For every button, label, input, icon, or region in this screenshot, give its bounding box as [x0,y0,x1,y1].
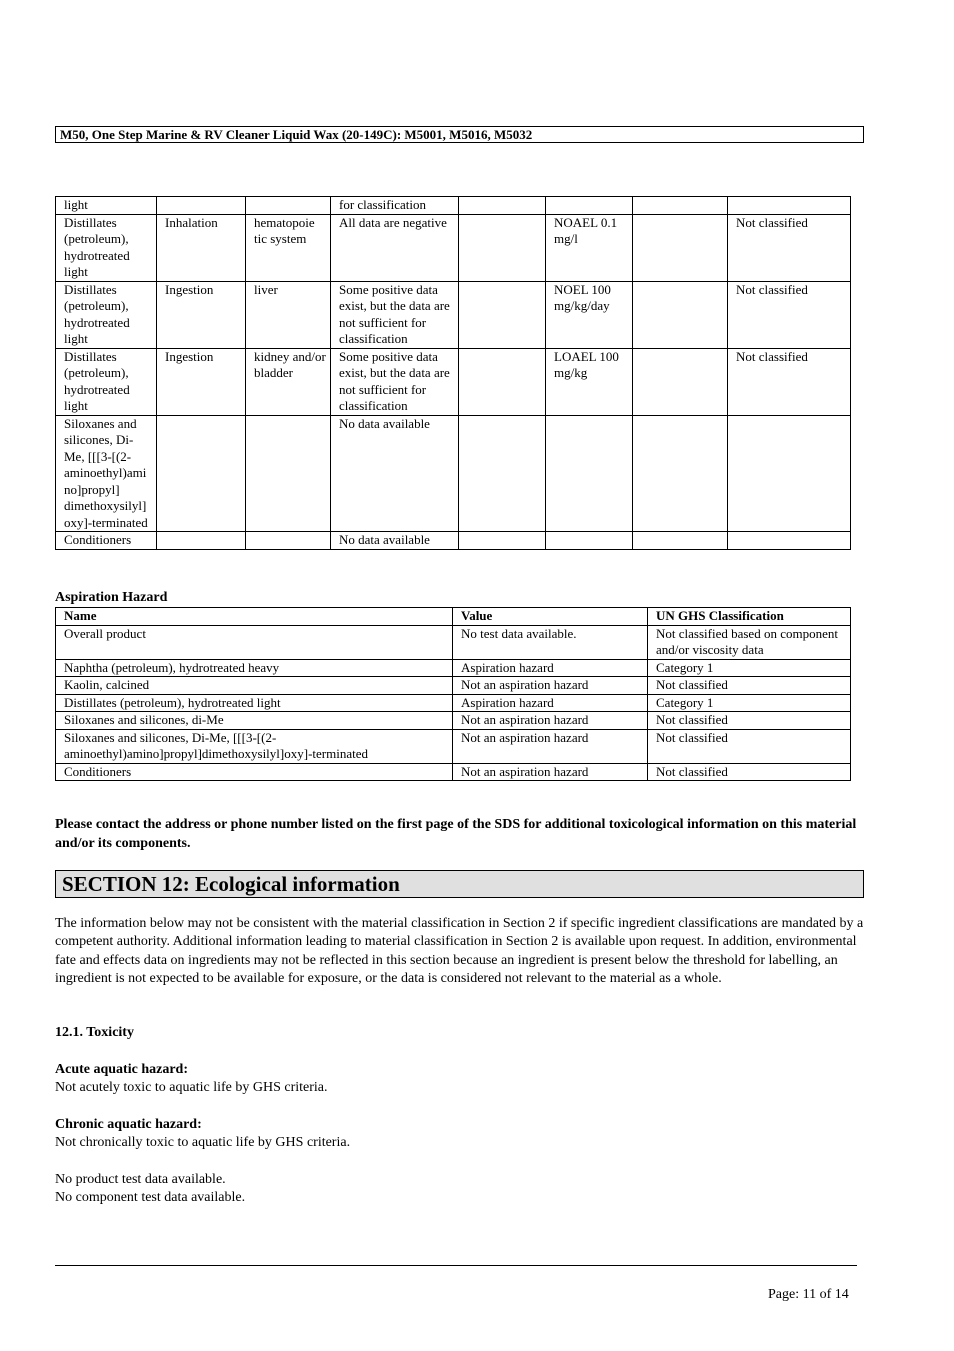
stot-repeated-exposure-table [55,196,851,550]
table-cell: No data available [331,415,459,532]
table-cell: No data available [331,532,459,550]
table-cell: Siloxanes and silicones, di-Me [56,712,453,730]
table-row [56,214,851,281]
table-cell: Distillates (petroleum), hydrotreated light [56,694,453,712]
table-cell [633,197,728,215]
acute-aquatic-heading: Acute aquatic hazard: [55,1062,188,1077]
table-cell [157,197,246,215]
no-component-data-text: No component test data available. [55,1190,246,1205]
table-cell: Not classified [648,712,851,730]
table-cell [633,214,728,281]
table-cell: Not classified [728,348,851,415]
table-cell [633,532,728,550]
table-cell: Not classified [648,763,851,781]
table-row [56,712,851,730]
table-row [56,415,851,532]
table-cell: Not classified based on component and/or viscosity data [648,625,851,659]
toxicological-contact-note: Please contact the address or phone number listed on the first page of the SDS for additional toxicological information on this material and/or its components. [55,817,857,851]
table-cell: light [56,197,157,215]
table-cell: Ingestion [157,348,246,415]
table-cell [246,197,331,215]
table-cell: Inhalation [157,214,246,281]
table-cell: Distillates (petroleum), hydrotreated light [56,348,157,415]
table-cell: Not classified [728,214,851,281]
table-cell: hematopoie tic system [246,214,331,281]
table-row [56,532,851,550]
table-cell: Siloxanes and silicones, Di-Me, [[[3-[(2-aminoethyl)amino]propyl]dimethoxysilyl]oxy]-terminated [56,729,453,763]
table-cell: Naphtha (petroleum), hydrotreated heavy [56,659,453,677]
table-cell: Kaolin, calcined [56,677,453,695]
toxicity-heading: 12.1. Toxicity [55,1025,134,1040]
table-cell [459,415,546,532]
table-cell: Some positive data exist, but the data are not sufficient for classification [331,281,459,348]
table-cell: No test data available. [453,625,648,659]
table-cell: Siloxanes and silicones, Di-Me, [[[3-[(2-aminoethyl)amino]propyl] dimethoxysilyl]oxy]-terminated [56,415,157,532]
table-cell: NOAEL 0.1 mg/l [546,214,633,281]
document-header-title: M50, One Step Marine & RV Cleaner Liquid Wax (20-149C): M5001, M5016, M5032 [55,126,864,143]
table-cell [728,197,851,215]
table-cell [728,532,851,550]
aspiration-hazard-title: Aspiration Hazard [55,590,168,605]
table-row [56,348,851,415]
table-cell [246,532,331,550]
table-cell [459,214,546,281]
table-cell [157,532,246,550]
table-cell: Not classified [728,281,851,348]
table-cell: Conditioners [56,763,453,781]
table-cell: Not classified [648,677,851,695]
table-cell [459,197,546,215]
table-cell [459,281,546,348]
acute-aquatic-text: Not acutely toxic to aquatic life by GHS criteria. [55,1080,328,1095]
table-cell: LOAEL 100 mg/kg [546,348,633,415]
table-cell: Ingestion [157,281,246,348]
table-cell: Not an aspiration hazard [453,712,648,730]
table-header-row [56,608,851,626]
table-row [56,729,851,763]
table-cell [546,415,633,532]
table-row [56,694,851,712]
table-cell [246,415,331,532]
table-cell: for classification [331,197,459,215]
table-cell: Overall product [56,625,453,659]
table-cell [459,532,546,550]
table-cell [546,532,633,550]
table-cell [633,348,728,415]
footer-divider [55,1265,857,1266]
table-cell [633,281,728,348]
table-cell: Category 1 [648,659,851,677]
table-row [56,763,851,781]
aspiration-hazard-table [55,607,851,781]
section-12-intro: The information below may not be consistent with the material classification in Section 2 if specific ingredient classifications are mandated by a competent authority. Additional information leading to material classification in Section 2 is available upon request. In addition, environmental fate and effects data on ingredients may not be reflected in this section because an ingredient is present below the threshold for labelling, an ingredient is not expected to be available for exposure, or the data is considered not relevant to the material as a whole. [55,916,864,986]
table-cell [459,348,546,415]
page-number: Page: 11 of 14 [768,1287,849,1302]
table-cell: Distillates (petroleum), hydrotreated light [56,214,157,281]
table-cell: Category 1 [648,694,851,712]
table-row [56,281,851,348]
table-cell: Not an aspiration hazard [453,729,648,763]
no-product-data-text: No product test data available. [55,1172,226,1187]
table-cell: liver [246,281,331,348]
table-cell [546,197,633,215]
table-cell: Not classified [648,729,851,763]
table-row [56,677,851,695]
table-row [56,197,851,215]
chronic-aquatic-heading: Chronic aquatic hazard: [55,1117,202,1132]
table-cell: Aspiration hazard [453,659,648,677]
column-header-classification: UN GHS Classification [648,608,851,626]
table-cell: All data are negative [331,214,459,281]
table-cell: Aspiration hazard [453,694,648,712]
table-cell: Distillates (petroleum), hydrotreated light [56,281,157,348]
table-cell [728,415,851,532]
table-cell [633,415,728,532]
table-cell: Not an aspiration hazard [453,677,648,695]
column-header-name: Name [56,608,453,626]
section-12-title: SECTION 12: Ecological information [55,870,864,898]
table-row [56,659,851,677]
table-cell [157,415,246,532]
chronic-aquatic-text: Not chronically toxic to aquatic life by GHS criteria. [55,1135,351,1150]
table-cell: Some positive data exist, but the data are not sufficient for classification [331,348,459,415]
table-cell: kidney and/or bladder [246,348,331,415]
table-cell: Not an aspiration hazard [453,763,648,781]
column-header-value: Value [453,608,648,626]
table-row [56,625,851,659]
table-cell: NOEL 100 mg/kg/day [546,281,633,348]
table-cell: Conditioners [56,532,157,550]
